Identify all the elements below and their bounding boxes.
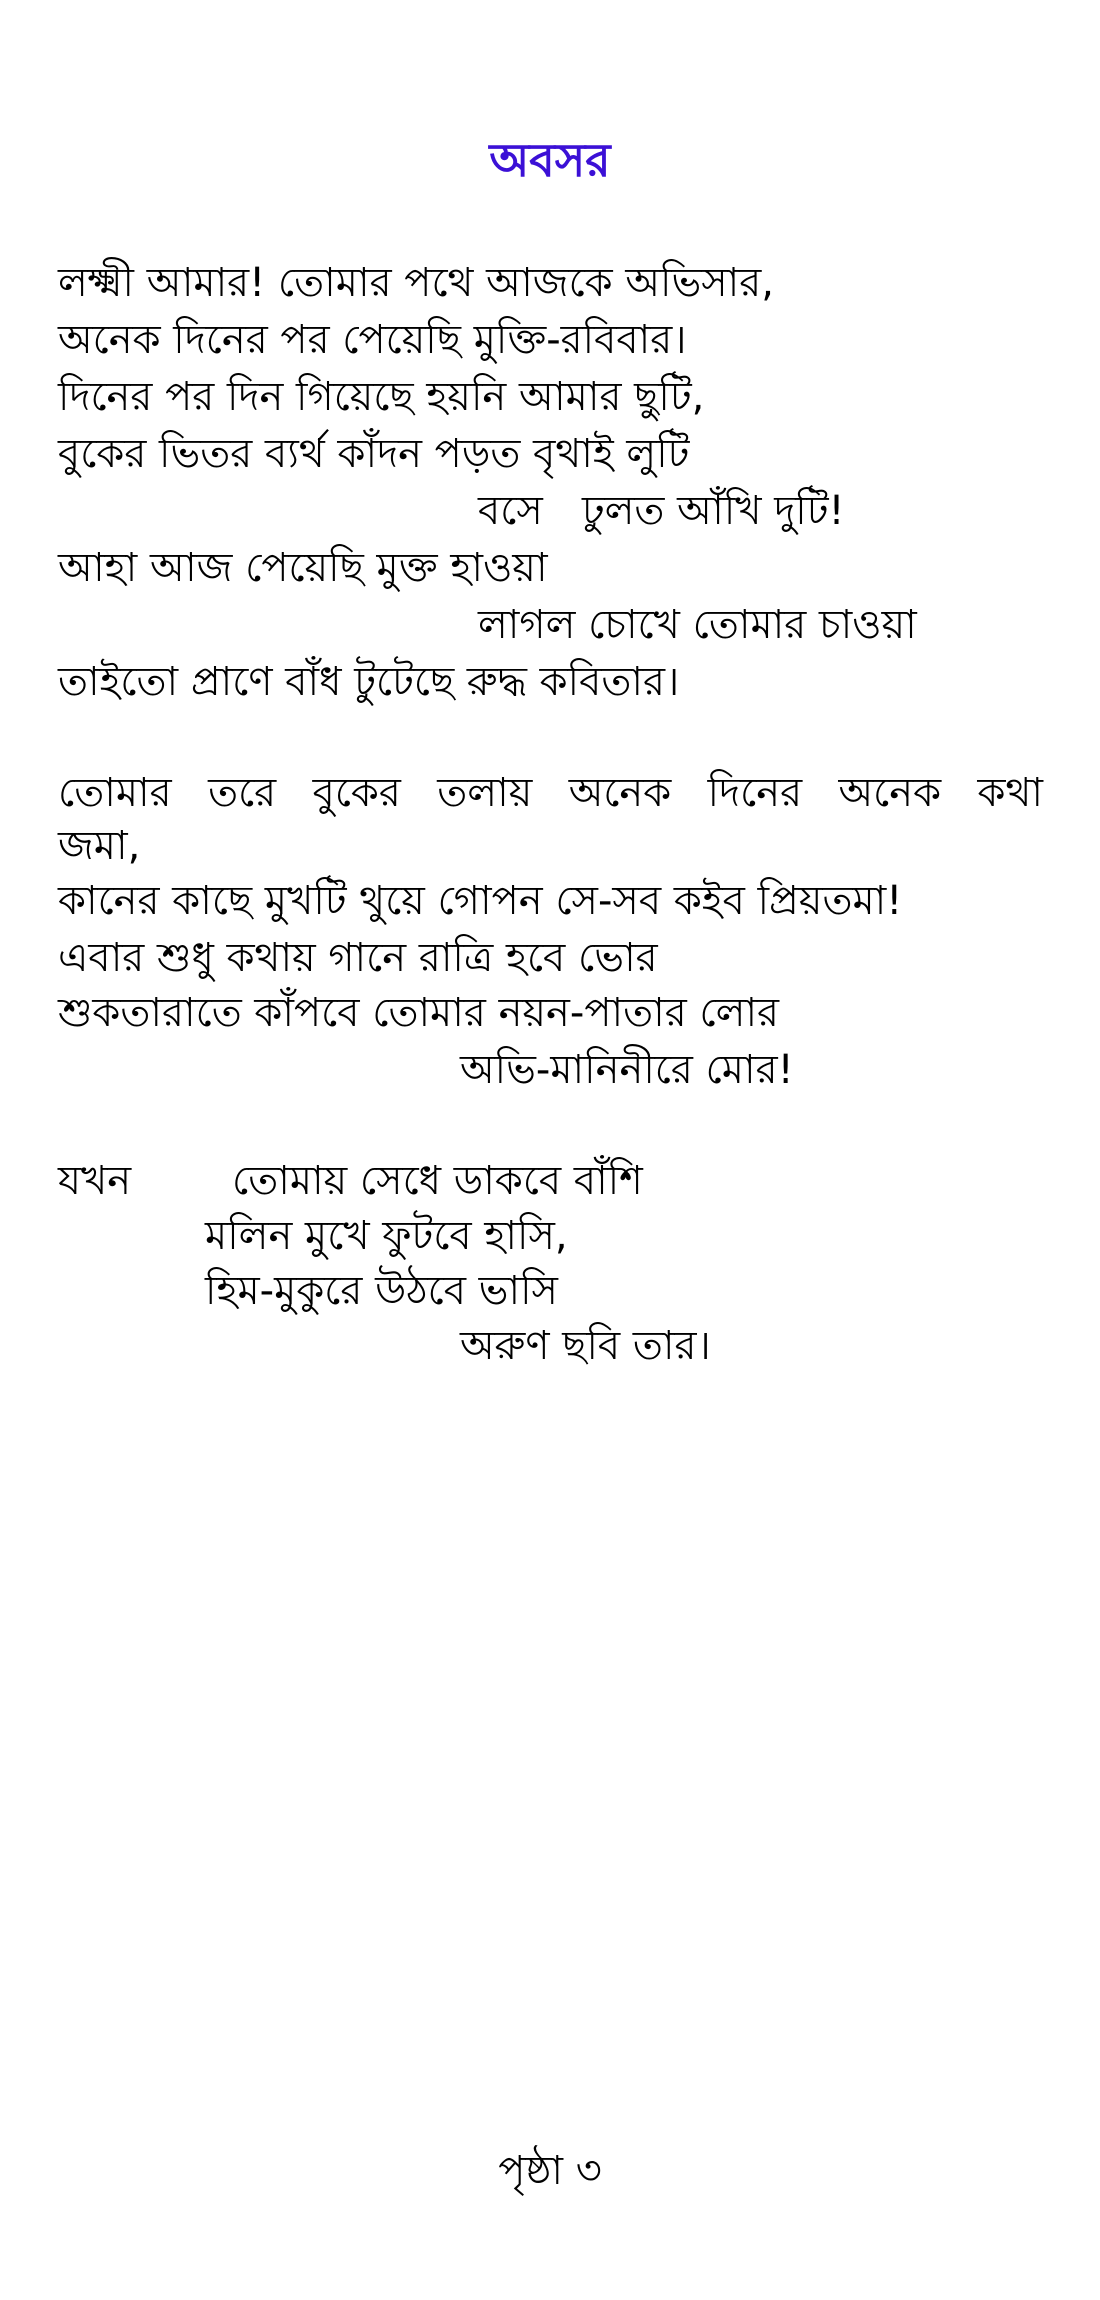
word: তলায় [437, 770, 533, 816]
word: তোমার [58, 770, 172, 816]
word: অনেক [838, 770, 942, 816]
poem-line: দিনের পর দিন গিয়েছে হয়নি আমার ছুটি, [58, 374, 705, 420]
poem-line-justified [58, 765, 1043, 821]
poem-line: অভি-মানিনীরে মোর! [460, 1047, 794, 1093]
word: অনেক [568, 770, 672, 816]
poem-line: ঢুলত আঁখি দুটি! [582, 488, 845, 534]
poem-line: আহা আজ পেয়েছি মুক্ত হাওয়া [58, 545, 548, 591]
poem-line: শুকতারাতে কাঁপবে তোমার নয়ন-পাতার লোর [58, 990, 780, 1036]
word: কথা [977, 770, 1043, 816]
poem-title: অবসর [489, 133, 611, 187]
poem-line: বসে [478, 488, 543, 534]
poem-line: মলিন মুখে ফুটবে হাসি, [205, 1213, 568, 1259]
poem-line: এবার শুধু কথায় গানে রাত্রি হবে ভোর [58, 935, 658, 981]
poem-line: তোমায় সেধে ডাকবে বাঁশি [232, 1158, 643, 1204]
word: বুকের [312, 770, 401, 816]
word: তরে [208, 770, 277, 816]
poem-line: লাগল চোখে তোমার চাওয়া [478, 602, 917, 648]
poem-line: অরুণ ছবি তার। [460, 1323, 711, 1369]
poem-line: যখন [58, 1158, 132, 1204]
poem-line: তাইতো প্রাণে বাঁধ টুটেছে রুদ্ধ কবিতার। [58, 659, 680, 705]
poem-line: কানের কাছে মুখটি থুয়ে গোপন সে-সব কইব প্রিয়তমা! [58, 878, 903, 924]
page-number: পৃষ্ঠা ৩ [498, 2148, 602, 2194]
poem-line: জমা, [58, 823, 141, 869]
poem-line: অনেক দিনের পর পেয়েছি মুক্তি-রবিবার। [58, 317, 687, 363]
poem-line: লক্ষ্মী আমার! তোমার পথে আজকে অভিসার, [58, 260, 774, 306]
poem-line: হিম-মুকুরে উঠবে ভাসি [205, 1268, 558, 1314]
word: দিনের [707, 770, 803, 816]
poem-line: বুকের ভিতর ব্যর্থ কাঁদন পড়ত বৃথাই লুটি [58, 431, 690, 477]
